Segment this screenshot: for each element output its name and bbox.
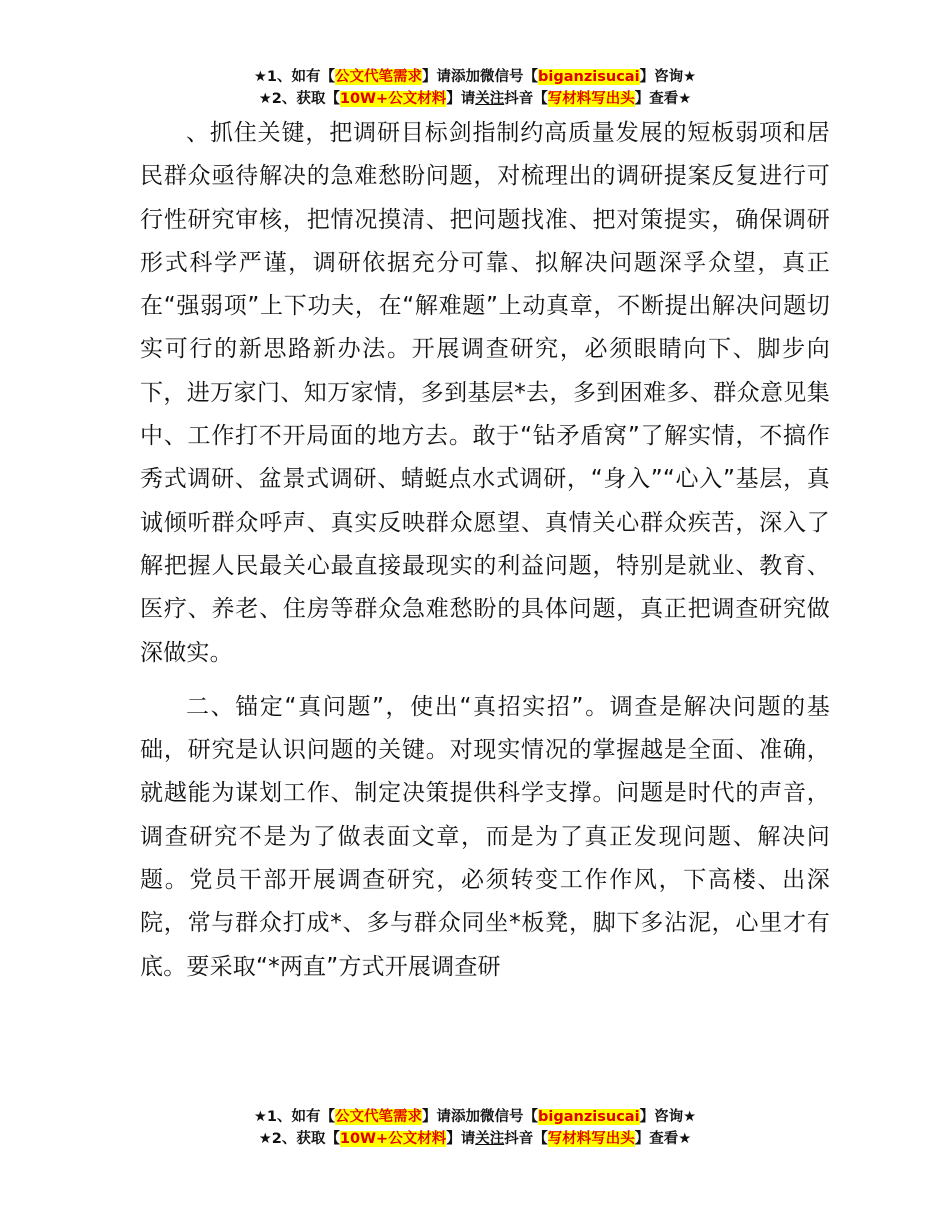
body-paragraph: 、抓住关键，把调研目标剑指制约高质量发展的短板弱项和居民群众亟待解决的急难愁盼问题，对梳理出的调研提案反复进行可行性研究审核，把情况摸清、把问题找准、把对策提实，确保调研形式科学严谨，调研依据充分可靠、拟解决问题深孚众望，真正在“强弱项”上下功夫，在“解难题”上动真章，不断提出解决问题切实可行的新思路新办法。开展调查研究，必须眼睛向下、脚步向下，进万家门、知万家情，多到基层*去，多到困难多、群众意见集中、工作打不开局面的地方去。敢于“钻矛盾窝”了解实情，不搞作秀式调研、盆景式调研、蜻蜓点水式调研，“身入”“心入”基层，真诚倾听群众呼声、真实反映群众愿望、真情关心群众疾苦，深入了解把握人民最关心最直接最现实的利益问题，特别是就业、教育、医疗、养老、住房等群众急难愁盼的具体问题，真正把调查研究做深做实。: [140, 120, 830, 666]
wechat-id-highlight: biganzisucai: [538, 1109, 640, 1125]
douyin-highlight: 写材料写出头: [547, 1131, 635, 1147]
highlight-text: 公文代笔需求: [335, 1109, 423, 1125]
banner-line-2: ★2、获取【10W+公文材料】请关注抖音【写材料写出头】查看★: [258, 91, 692, 107]
underlined-text: 关注: [475, 1131, 505, 1147]
underlined-text: 关注: [475, 91, 505, 107]
highlight-text: 公文代笔需求: [335, 69, 423, 85]
body-paragraph: 二、锚定“真问题”，使出“真招实招”。调查是解决问题的基础，研究是认识问题的关键。对现实情况的掌握越是全面、准确，就越能为谋划工作、制定决策提供科学支撑。问题是时代的声音，调查研究不是为了做表面文章，而是为了真正发现问题、解决问题。党员干部开展调查研究，必须转变工作作风，下高楼、出深院，常与群众打成*、多与群众同坐*板凳，脚下多沾泥，心里才有底。要采取“*两直”方式开展调查研: [140, 693, 830, 980]
footer-banner: [0, 1106, 950, 1150]
banner-line-1: ★1、如有【公文代笔需求】请添加微信号【biganzisucai】咨询★: [253, 1109, 697, 1125]
wechat-id-highlight: biganzisucai: [538, 69, 640, 85]
header-banner: [0, 66, 950, 110]
douyin-highlight: 写材料写出头: [547, 91, 635, 107]
banner-line-1: ★1、如有【公文代笔需求】请添加微信号【biganzisucai】咨询★: [253, 69, 697, 85]
banner-line-2: ★2、获取【10W+公文材料】请关注抖音【写材料写出头】查看★: [258, 1131, 692, 1147]
highlight-text: 10W+公文材料: [339, 91, 447, 107]
highlight-text: 10W+公文材料: [339, 1131, 447, 1147]
document-body: [140, 112, 830, 989]
